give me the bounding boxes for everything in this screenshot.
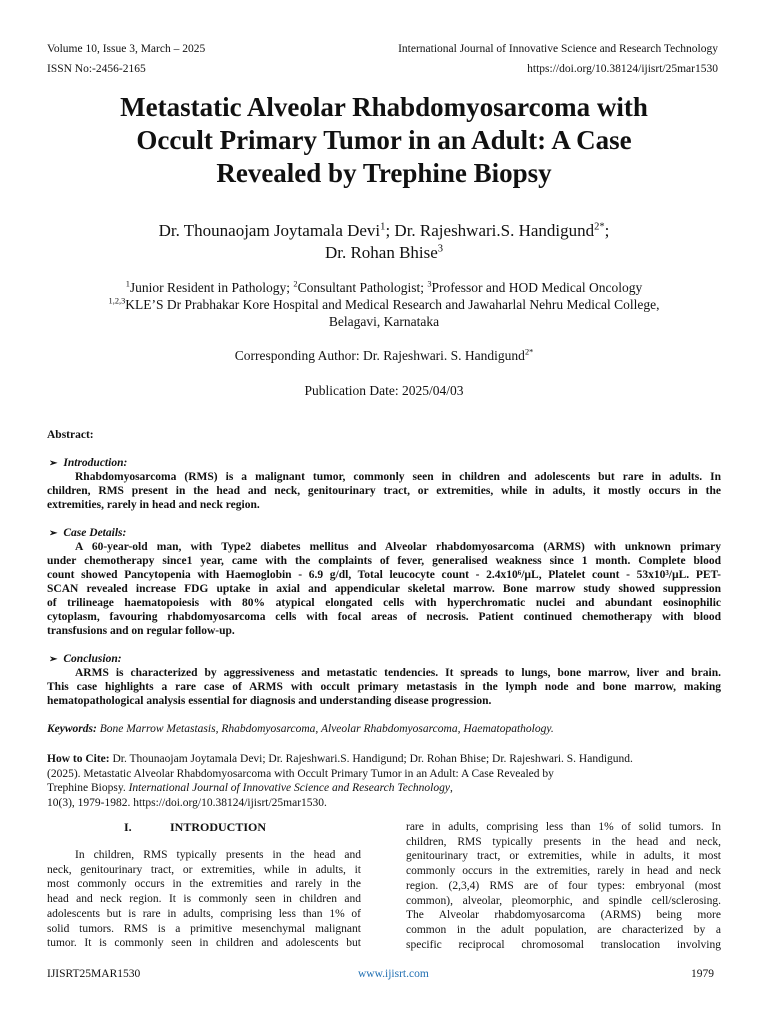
publication-date: Publication Date: 2025/04/03 bbox=[304, 383, 464, 398]
case-heading bbox=[47, 526, 721, 541]
case-heading-label: Case Details: bbox=[63, 527, 127, 539]
keywords-value: Bone Marrow Metastasis, Rhabdomyosarcoma, Alveolar Rhabdomyosarcoma, Haematopathology. bbox=[96, 723, 554, 735]
affil-role-1: Junior Resident in Pathology; bbox=[129, 280, 294, 295]
conclusion-line: ARMS is characterized by aggressiveness and metastatic tendencies. It spreads to lungs, bone marrow, liver and brain. bbox=[75, 667, 721, 679]
corresponding-author bbox=[40, 348, 728, 364]
corresponding-author-sup: 2* bbox=[524, 347, 534, 357]
right-column bbox=[406, 820, 721, 952]
case-paragraph bbox=[47, 540, 721, 638]
right-col-line: genitourinary tract, or extremities, while in adults, it most bbox=[406, 850, 721, 863]
corresponding-author-text: Corresponding Author: Dr. Rajeshwari. S. Handigund bbox=[234, 348, 525, 363]
case-line: SCAN revealed increase FDG uptake in axial and appendicular skeletal marrow. Bone marrow study showed suppression bbox=[47, 583, 721, 595]
right-col-line: rare in adults, comprising less than 1% of solid tumors. In bbox=[406, 821, 721, 833]
affil-location: Belagavi, Karnataka bbox=[328, 314, 440, 329]
right-col-line: The Alveolar rhabdomyosarcoma (ARMS) being more bbox=[406, 909, 721, 922]
author-1: Dr. Thounaojam Joytamala Devi bbox=[158, 221, 381, 240]
right-col-line: children, RMS typically presents in the head and neck, bbox=[406, 835, 721, 848]
right-col-line: common in the adult population, are characterized by a bbox=[406, 923, 721, 936]
conclusion-line: hematopathological analysis essential for diagnosis and understanding disease progression. bbox=[47, 695, 492, 707]
intro-heading-label: Introduction: bbox=[63, 457, 128, 469]
left-col-line: head and neck region. It is commonly seen in children and bbox=[47, 893, 361, 906]
arrow-bullet-icon: ➢ bbox=[49, 528, 58, 539]
title-line-2: Occult Primary Tumor in an Adult: A Case bbox=[136, 125, 632, 155]
doi-link[interactable]: https://doi.org/10.38124/ijisrt/25mar1530 bbox=[527, 63, 718, 75]
case-line: of trilineage haematopoiesis with 80% atypical elongated cells with hyperchromatic nuclei and abundant eosinophilic bbox=[47, 597, 721, 609]
citation-label: How to Cite: bbox=[47, 753, 110, 765]
left-column bbox=[47, 848, 361, 951]
citation bbox=[47, 752, 721, 810]
title-line-3: Revealed by Trephine Biopsy bbox=[216, 158, 552, 188]
title-line-1: Metastatic Alveolar Rhabdomyosarcoma with bbox=[120, 92, 648, 122]
conclusion-heading-label: Conclusion: bbox=[63, 653, 122, 665]
citation-line-2: (2025). Metastatic Alveolar Rhabdomyosarcoma with Occult Primary Tumor in an Adult: A Case Revealed by bbox=[47, 767, 554, 780]
footer-website-link[interactable]: www.ijisrt.com bbox=[358, 968, 429, 980]
case-line: count showed Pancytopenia with Haemoglobin - 6.9 g/dl, Total leucocyte count - 2.4x10⁶/µL, Platelet count - 53x10³/µL. PET- bbox=[47, 569, 721, 581]
left-col-line: most commonly occurs in the extremities and rarely in the bbox=[47, 878, 361, 891]
author-2: ; Dr. Rajeshwari.S. Handigund bbox=[385, 221, 595, 240]
arrow-bullet-icon: ➢ bbox=[49, 654, 58, 665]
volume-issue: Volume 10, Issue 3, March – 2025 bbox=[47, 43, 206, 55]
citation-line-4[interactable]: 10(3), 1979-1982. https://doi.org/10.38124/ijisrt/25mar1530. bbox=[47, 796, 327, 809]
journal-name: International Journal of Innovative Science and Research Technology bbox=[398, 43, 718, 55]
section-number: I. bbox=[124, 820, 132, 834]
affil-institution: KLE’S Dr Prabhakar Kore Hospital and Medical Research and Jawaharlal Nehru Medical College, bbox=[125, 297, 660, 312]
left-col-line: adolescents but is rare in adults, comprising less than 1% of bbox=[47, 907, 361, 920]
affil-sup-3: 3 bbox=[427, 279, 432, 289]
page-number: 1979 bbox=[691, 968, 714, 980]
case-line: A 60-year-old man, with Type2 diabetes mellitus and Alveolar rhabdomyosarcoma (ARMS) with unknown primary bbox=[75, 541, 721, 553]
keywords bbox=[47, 722, 721, 736]
intro-paragraph bbox=[47, 470, 721, 512]
affil-sup-4: 1,2,3 bbox=[108, 296, 126, 306]
right-col-line: commonly occurs in the extremities, rarely in head and neck bbox=[406, 865, 721, 878]
author-list bbox=[40, 220, 728, 264]
paper-title bbox=[40, 91, 728, 190]
author-2-sup: 2* bbox=[594, 221, 605, 233]
left-col-line: tumor. It is commonly seen in children and adolescents but bbox=[47, 937, 361, 950]
keywords-label: Keywords: bbox=[47, 723, 97, 735]
right-col-line: specific reciprocal chromosomal translocation involving bbox=[406, 938, 721, 951]
arrow-bullet-icon: ➢ bbox=[49, 458, 58, 469]
author-3-sup: 3 bbox=[437, 243, 444, 255]
intro-line: extremities, rarely in head and neck region. bbox=[47, 499, 260, 511]
citation-line-3c: , bbox=[449, 782, 453, 794]
conclusion-heading bbox=[47, 652, 721, 667]
author-1-sup: 1 bbox=[380, 221, 386, 233]
left-col-line: neck, genitourinary tract, or extremities, while in adults, it bbox=[47, 863, 361, 876]
intro-line: children, RMS present in the head and neck, genitourinary tract, or extremities, while in adults, it mostly occurs in the bbox=[47, 485, 721, 497]
right-col-line: common), alveolar, pleomorphic, and spindle cell/sclerosing. bbox=[406, 894, 721, 907]
conclusion-paragraph bbox=[47, 666, 721, 708]
issn: ISSN No:-2456-2165 bbox=[47, 63, 146, 75]
affil-role-2: Consultant Pathologist; bbox=[297, 280, 428, 295]
case-line: cytoplasm, favouring rhabdomyosarcoma cells with focal areas of necrosis. Patient continued chemotherapy with blood bbox=[47, 611, 721, 623]
citation-line-1: Dr. Thounaojam Joytamala Devi; Dr. Rajeshwari.S. Handigund; Dr. Rohan Bhise; Dr. Rajeshwari. S. Handigund. bbox=[109, 753, 633, 765]
footer-paper-id: IJISRT25MAR1530 bbox=[47, 968, 141, 980]
citation-journal: International Journal of Innovative Science and Research Technology bbox=[128, 782, 450, 794]
left-col-line: solid tumors. RMS is a primitive mesenchymal malignant bbox=[47, 922, 361, 935]
affil-sup-1: 1 bbox=[125, 279, 130, 289]
case-line: transfusions and on regular follow-up. bbox=[47, 625, 235, 637]
section-heading bbox=[124, 820, 266, 835]
case-line: under chemotherapy since1 year, came with the complaints of fever, generalised weakness since 1 month. Complete blood bbox=[47, 555, 721, 567]
left-col-line: In children, RMS typically presents in the head and bbox=[75, 849, 361, 861]
author-sep: ; bbox=[604, 221, 610, 240]
section-title: INTRODUCTION bbox=[170, 820, 267, 834]
affiliations bbox=[40, 279, 728, 330]
right-col-line: region. (2,3,4) RMS are of four types: embryonal (most bbox=[406, 879, 721, 892]
affil-role-3: Professor and HOD Medical Oncology bbox=[431, 280, 643, 295]
abstract-heading: Abstract: bbox=[47, 429, 94, 441]
intro-line: Rhabdomyosarcoma (RMS) is a malignant tumor, commonly seen in children and adolescents but rare in adults. In bbox=[75, 471, 721, 483]
affil-sup-2: 2 bbox=[293, 279, 298, 289]
conclusion-line: This case highlights a rare case of ARMS with occult primary metastasis in the lymph node and bone marrow, making bbox=[47, 681, 721, 693]
intro-heading bbox=[47, 456, 721, 471]
citation-line-3a: Trephine Biopsy. bbox=[47, 782, 129, 794]
author-3: Dr. Rohan Bhise bbox=[324, 243, 438, 262]
